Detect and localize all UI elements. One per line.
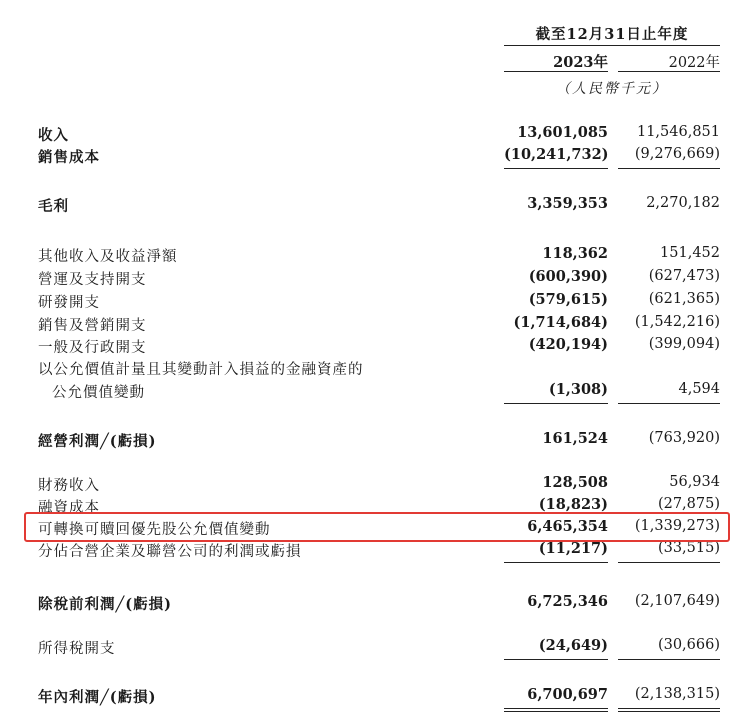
value-2023: 3,359,353 (527, 195, 608, 212)
value-2023: 161,524 (542, 430, 608, 447)
value-2022: 151,452 (660, 245, 720, 261)
year-2022-header: 2022年 (668, 55, 720, 71)
value-2022: (763,920) (648, 430, 720, 446)
subtotal-rule (618, 403, 720, 404)
value-2023: 13,601,085 (517, 124, 608, 141)
unit-label: （人民幣千元） (556, 81, 668, 97)
row-label: 營運及支持開支 (38, 272, 147, 288)
row-label: 除稅前利潤╱(虧損) (38, 596, 172, 613)
value-2022: (1,339,273) (634, 518, 720, 534)
subtotal-rule (504, 403, 608, 404)
value-2023: (1,308) (548, 381, 608, 398)
value-2023: 6,700,697 (527, 686, 608, 703)
value-2022: (2,107,649) (634, 593, 720, 609)
value-2022: 2,270,182 (646, 195, 720, 211)
value-2022: 11,546,851 (636, 124, 720, 140)
highlight-box (24, 512, 730, 542)
header-rule-2022 (618, 71, 720, 72)
row-label: 其他收入及收益淨額 (38, 249, 178, 265)
row-label: 銷售及營銷開支 (38, 318, 147, 334)
row-label: 可轉換可贖回優先股公允價值變動 (38, 522, 271, 538)
value-2022: (30,666) (657, 637, 720, 653)
row-label: 收入 (38, 127, 69, 144)
value-2022: (9,276,669) (634, 146, 720, 162)
row-label: 以公允價值計量且其變動計入損益的金融資產的 (38, 362, 364, 378)
total-double-rule (504, 708, 608, 712)
header-rule-2023 (504, 71, 608, 72)
year-2023-header: 2023年 (553, 54, 608, 71)
row-label: 銷售成本 (38, 149, 100, 166)
value-2022: (2,138,315) (634, 686, 720, 702)
value-2023: 6,725,346 (527, 593, 608, 610)
value-2023: (11,217) (538, 540, 608, 557)
value-2022: (27,875) (657, 496, 720, 512)
subtotal-rule (504, 659, 608, 660)
period-title: 截至12月31日止年度 (535, 26, 689, 43)
value-2022: (627,473) (648, 268, 720, 284)
value-2023: (18,823) (538, 496, 608, 513)
subtotal-rule (504, 562, 608, 563)
value-2023: (600,390) (528, 268, 608, 285)
row-label: 研發開支 (38, 295, 100, 311)
row-label: 融資成本 (38, 500, 100, 516)
value-2023: (579,615) (528, 291, 608, 308)
value-2023: 6,465,354 (527, 518, 608, 535)
value-2023: (24,649) (538, 637, 608, 654)
value-2023: (420,194) (528, 336, 608, 353)
subtotal-rule (618, 659, 720, 660)
row-label: 財務收入 (38, 478, 100, 494)
value-2022: 56,934 (669, 474, 720, 490)
value-2023: 128,508 (542, 474, 608, 491)
row-label: 年內利潤╱(虧損) (38, 689, 157, 706)
value-2023: (10,241,732) (504, 146, 609, 163)
value-2023: 118,362 (542, 245, 608, 262)
subtotal-rule (618, 562, 720, 563)
subtotal-rule (618, 168, 720, 169)
value-2023: (1,714,684) (513, 314, 608, 331)
row-label: 分佔合營企業及聯營公司的利潤或虧損 (38, 544, 302, 560)
value-2022: (399,094) (648, 336, 720, 352)
row-label: 所得稅開支 (38, 641, 116, 657)
value-2022: (621,365) (648, 291, 720, 307)
subtotal-rule (504, 168, 608, 169)
row-label: 毛利 (38, 198, 69, 215)
row-label: 一般及行政開支 (38, 340, 147, 356)
total-double-rule (618, 708, 720, 712)
value-2022: (33,515) (657, 540, 720, 556)
value-2022: 4,594 (678, 381, 720, 397)
header-rule (504, 45, 720, 46)
row-label: 經營利潤╱(虧損) (38, 433, 157, 450)
value-2022: (1,542,216) (634, 314, 720, 330)
row-label: 公允價值變動 (52, 385, 145, 401)
